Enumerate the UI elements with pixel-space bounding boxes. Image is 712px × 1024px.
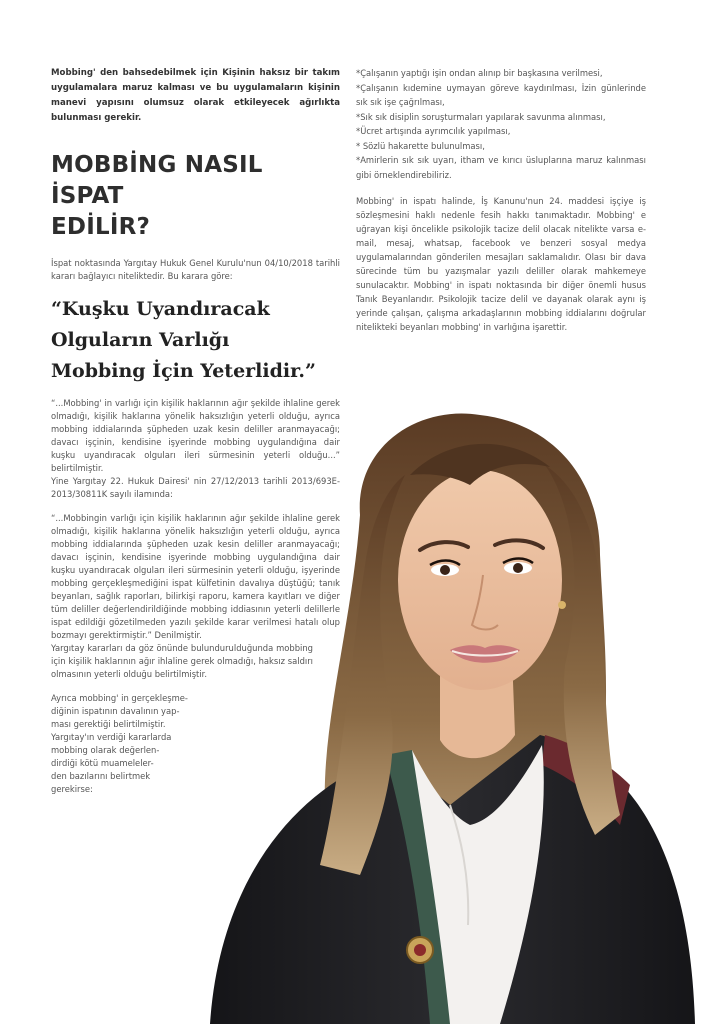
heading-line-2: EDİLİR? bbox=[51, 214, 151, 240]
ayrica-line: gerekirse: bbox=[51, 784, 93, 794]
list-item: *Ücret artışında ayrımcılık yapılması, bbox=[356, 126, 511, 136]
paragraph-yargitay-summary: Yargıtay kararları da göz önünde bulundurulduğunda mobbing için kişilik haklarının ağır ihlaline gerek olmadığı, haksız saldırı olmasının yeterli olduğu belirtilmiştir. bbox=[51, 643, 313, 679]
earring-icon bbox=[558, 601, 566, 609]
lawyer-portrait bbox=[150, 405, 712, 1024]
intro-paragraph: Mobbing' den bahsedebilmek için Kişinin haksız bir takım uygulamalara maruz kalması ve bu uygulamaların kişinin manevi yapısını olumsuz olarak etkileyecek ağırlıkta bulunması gerekir. bbox=[51, 68, 340, 123]
list-item: *Sık sık disiplin soruşturmaları yapılarak savunma alınması, bbox=[356, 111, 606, 122]
ayrica-line: Ayrıca mobbing' in gerçekleşme- bbox=[51, 693, 188, 703]
paragraph-quote-1: “...Mobbing' in varlığı için kişilik haklarının ağır şekilde ihlaline gerek olmadığı, kişilik haklarına yönelik haksızlığın yeterli olduğu, ayrıca mobbing iddialarında şüpheden uzak kesin deliller aranmayacağı; davacı işçinin, kendisine işyerinde mobbing uygulandığına dair kuşku uyandıracak olguları ileri sürmesinin yeterli olduğu...” belirtilmiştir. bbox=[51, 398, 340, 473]
section-heading bbox=[51, 150, 340, 243]
ayrica-line: dirdiği kötü muameleler- bbox=[51, 758, 154, 768]
paragraph-yargitay-22: Yine Yargıtay 22. Hukuk Dairesi' nin 27/12/2013 tarihli 2013/693E-2013/30811K sayılı ilamında: bbox=[51, 476, 340, 499]
list-item: *Çalışanın yaptığı işin ondan alınıp bir başkasına verilmesi, bbox=[356, 68, 603, 78]
heading-line-1: MOBBİNG NASIL İSPAT bbox=[51, 152, 263, 209]
ayrica-line: diğinin ispatının davalının yap- bbox=[51, 706, 180, 716]
ayrica-line: ması gerektiği belirtilmiştir. bbox=[51, 719, 166, 729]
paragraph-ispat-halinde: Mobbing' in ispatı halinde, İş Kanunu'nun 24. maddesi işçiye iş sözleşmesini haklı nedenle fesih hakkı tanımaktadır. Mobbing' e uğrayan kişi öncelikle psikolojik tacize delil olacak nitelikte varsa e-mail, mesaj, whatsap, facebook ve benzeri sosyal medya uygulamalarından gönderilen mesajları saklamalıdır. Olası bir dava sürecinde tüm bu yazışmalar yazılı deliller olarak mahkemeye sunulacaktır. Mobbing' in ispatı noktasında bir diğer önemli husus Tanık Beyanlarıdır. Psikolojik tacize delil ve dayanak olarak aynı iş yerinde çalışan, çalışma arkadaşlarının mobbing iddialarını doğrular nitelikteki beyanları mobbing' in varlığına işarettir. bbox=[356, 196, 646, 332]
list-item: * Sözlü hakarette bulunulması, bbox=[356, 140, 485, 151]
pull-quote-line-3: Mobbing İçin Yeterlidir.” bbox=[51, 360, 316, 382]
ayrica-line: den bazılarını belirtmek bbox=[51, 771, 151, 781]
pull-quote bbox=[51, 294, 340, 387]
paragraph-ispat: İspat noktasında Yargıtay Hukuk Genel Kurulu'nun 04/10/2018 tarihli kararı bağlayıcı niteliktedir. Bu karara göre: bbox=[51, 258, 340, 281]
pull-quote-line-1: “Kuşku Uyandıracak bbox=[51, 298, 270, 320]
pull-quote-line-2: Olguların Varlığı bbox=[51, 329, 230, 351]
right-column bbox=[356, 66, 646, 334]
ayrica-line: Yargıtay'ın verdiği kararlarda bbox=[51, 732, 172, 742]
list-item: *Amirlerin sık sık uyarı, itham ve kırıcı üsluplarına maruz kalınması gibi örneklendirebiliriz. bbox=[356, 155, 646, 180]
mobbing-examples-list bbox=[356, 66, 646, 182]
list-item: *Çalışanın kıdemine uymayan göreve kaydırılması, İzin günlerinde sık sık işe çağrılması, bbox=[356, 82, 646, 107]
ayrica-line: mobbing olarak değerlen- bbox=[51, 745, 160, 755]
paragraph-quote-2: “...Mobbingin varlığı için kişilik haklarının ağır şekilde ihlaline gerek olmadığı, kişilik haklarına yönelik haksızlığın yeterli olduğu, ayrıca mobbing iddialarında şüpheden uzak kesin deliller aranmayacağı; davacı işçinin, kendisine işyerinde mobbing uygulandığına dair kuşku uyandıracak olguları ileri sürmesinin yeterli olduğu, işyerinde mobbing gerçekleşmediğini ispat külfetinin davalıya düştüğü; tanık beyanları, sağlık raporları, bilirkişi raporu, kamera kayıtları ve diğer tüm deliller değerlendirildiğinde mobbing iddiasının yeterli delillerle ispat edildiği gözetilmeden yazılı şekilde karar verilmesi hatalı olup bozmayı gerektirmiştir.” Denilmiştir. bbox=[51, 513, 340, 640]
